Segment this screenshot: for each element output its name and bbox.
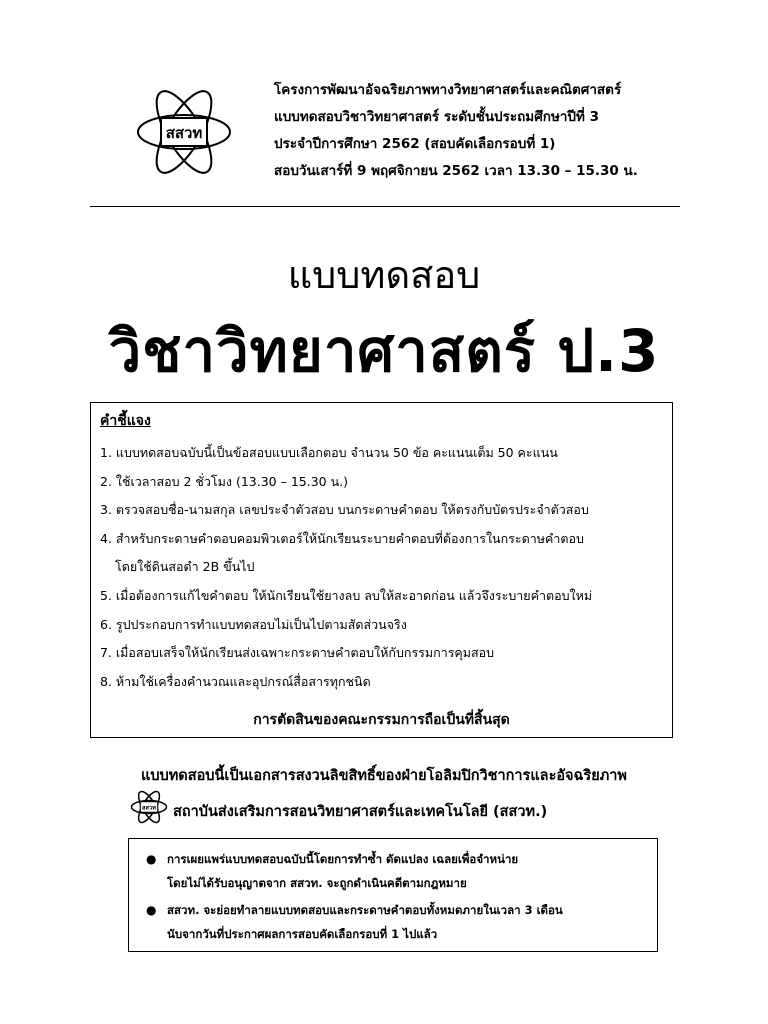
notice-line: โดยไม่ได้รับอนุญาตจาก สสวท. จะถูกดำเนินคดีตามกฎหมาย: [167, 876, 467, 890]
instruction-item: 2. ใช้เวลาสอบ 2 ชั่วโมง (13.30 – 15.30 น.): [100, 473, 348, 489]
notice-line: การเผยแพร่แบบทดสอบฉบับนี้โดยการทำซ้ำ ดัดแปลง เฉลยเพื่อจำหน่าย: [167, 852, 519, 866]
header-block: [274, 80, 744, 188]
instruction-item: 5. เมื่อต้องการแก้ไขคำตอบ ให้นักเรียนใช้ยางลบ ลบให้สะอาดก่อน แล้วจึงระบายคำตอบใหม่: [100, 587, 593, 603]
header-line-project: โครงการพัฒนาอัจฉริยภาพทางวิทยาศาสตร์และคณิตศาสตร์: [274, 82, 622, 98]
bullet-icon: ●: [146, 852, 157, 866]
document-type: แบบทดสอบ: [287, 253, 481, 297]
instructions-heading: คำชี้แจง: [100, 413, 151, 429]
committee-verdict: การตัดสินของคณะกรรมการถือเป็นที่สิ้นสุด: [253, 712, 510, 728]
header-line-date: สอบวันเสาร์ที่ 9 พฤศจิกายน 2562 เวลา 13.30 – 15.30 น.: [274, 163, 638, 179]
instruction-continuation: โดยใช้ดินสอดำ 2B ขึ้นไป: [115, 559, 255, 575]
institution-name: สถาบันส่งเสริมการสอนวิทยาศาสตร์และเทคโนโลยี (สสวท.): [173, 804, 548, 820]
instruction-item: 6. รูปประกอบการทำแบบทดสอบไม่เป็นไปตามสัดส่วนจริง: [100, 616, 407, 632]
institution-logo: [130, 788, 168, 826]
copyright-notice: แบบทดสอบนี้เป็นเอกสารสงวนลิขสิทธิ์ของฝ่ายโอลิมปิกวิชาการและอัจฉริยภาพ: [141, 768, 627, 784]
instruction-item: 1. แบบทดสอบฉบับนี้เป็นข้อสอบแบบเลือกตอบ จำนวน 50 ข้อ คะแนนเต็ม 50 คะแนน: [100, 445, 558, 460]
header-line-year: ประจำปีการศึกษา 2562 (สอบคัดเลือกรอบที่ 1): [274, 136, 556, 152]
header-line-exam: แบบทดสอบวิชาวิทยาศาสตร์ ระดับชั้นประถมศึกษาปีที่ 3: [274, 109, 599, 125]
instruction-item: 8. ห้ามใช้เครื่องคำนวณและอุปกรณ์สื่อสารทุกชนิด: [100, 673, 371, 689]
institution-row: [130, 788, 690, 828]
notice-list: [129, 847, 657, 949]
instructions-list: [100, 439, 665, 696]
subject-title: วิชาวิทยาศาสตร์ ป.3: [108, 317, 660, 385]
instructions-box: [90, 402, 673, 738]
notice-box: [128, 838, 658, 952]
notice-item: [129, 898, 657, 946]
instruction-text: 4. สำหรับกระดาษคำตอบคอมพิวเตอร์ให้นักเรียนระบายคำตอบที่ต้องการในกระดาษคำตอบ: [100, 530, 584, 546]
bullet-icon: ●: [146, 903, 157, 917]
logo-text: สสวท: [165, 124, 203, 142]
ipst-logo: [134, 82, 234, 182]
institution-logo-text: สสวท: [142, 805, 156, 812]
header-divider: [90, 206, 680, 207]
notice-item: [129, 847, 657, 895]
notice-line: นับจากวันที่ประกาศผลการสอบคัดเลือกรอบที่ 1 ไปแล้ว: [167, 927, 438, 941]
instruction-item: 7. เมื่อสอบเสร็จให้นักเรียนส่งเฉพาะกระดาษคำตอบให้กับกรรมการคุมสอบ: [100, 645, 495, 661]
instruction-item: [100, 525, 665, 582]
notice-line: สสวท. จะย่อยทำลายแบบทดสอบและกระดาษคำตอบทั้งหมดภายในเวลา 3 เดือน: [167, 903, 563, 917]
instruction-item: 3. ตรวจสอบชื่อ-นามสกุล เลขประจำตัวสอบ บนกระดาษคำตอบ ให้ตรงกับบัตรประจำตัวสอบ: [100, 502, 589, 518]
